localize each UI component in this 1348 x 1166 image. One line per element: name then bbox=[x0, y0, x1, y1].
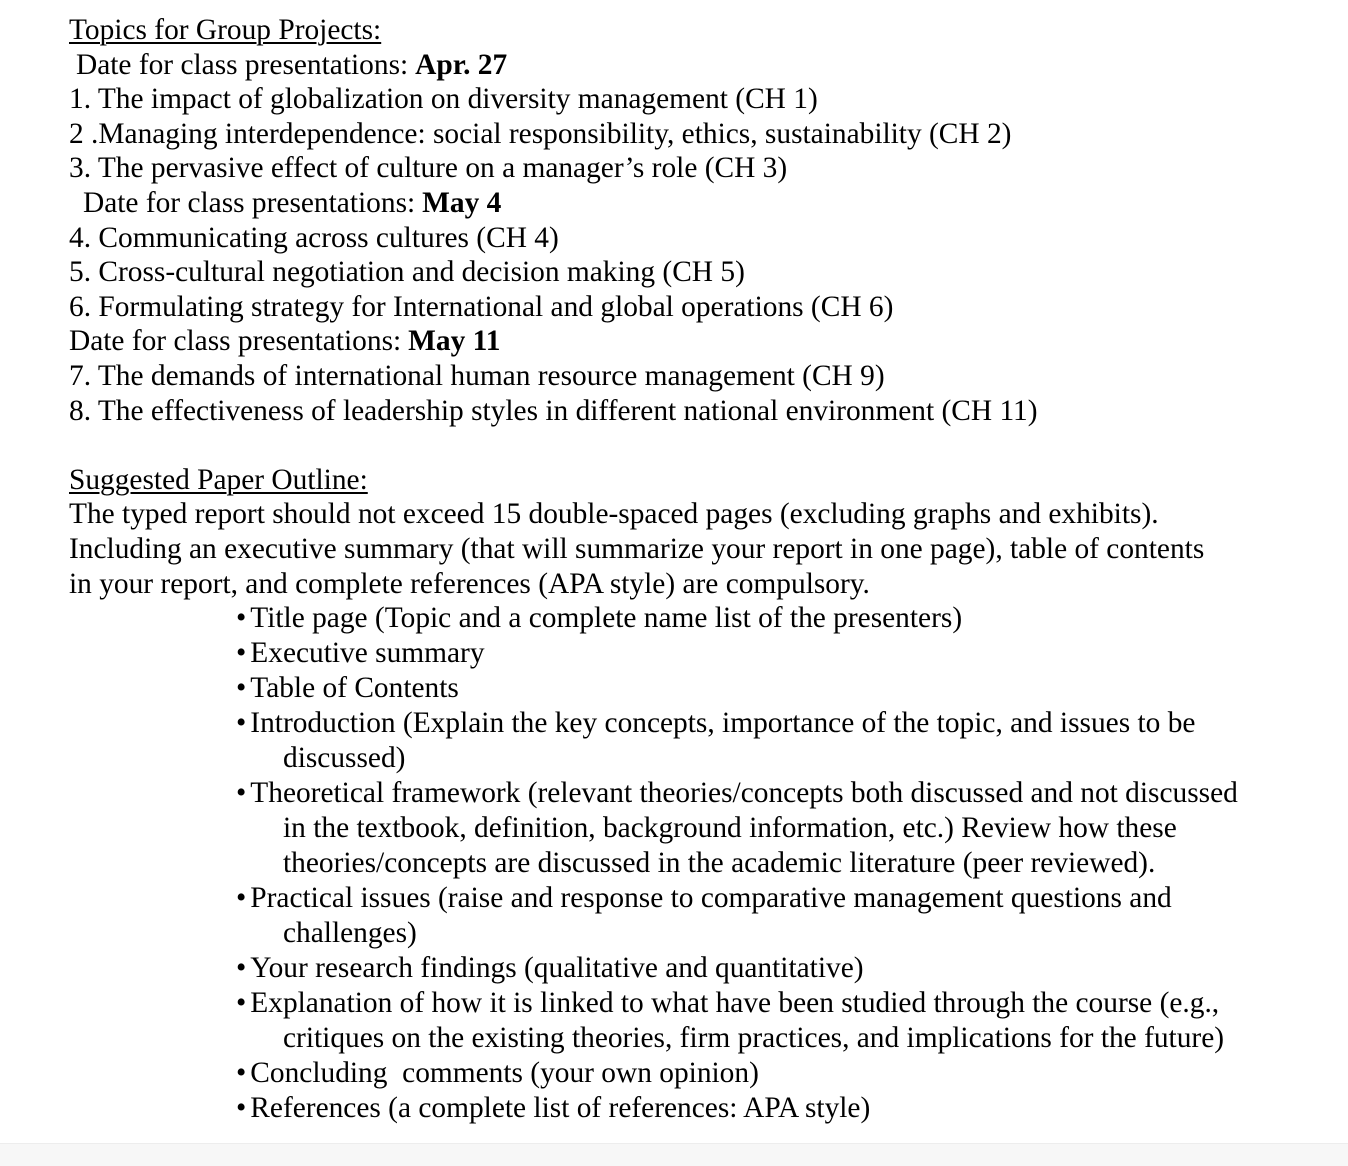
date-label: Date for class presentations: bbox=[69, 325, 402, 358]
outline-list bbox=[236, 601, 1251, 1126]
outline-bullet-item: • Concluding comments (your own opinion) bbox=[236, 1056, 1251, 1091]
outline-bullet-item: • Title page (Topic and a complete name list of the presenters) bbox=[236, 601, 1251, 636]
topic-item: 6. Formulating strategy for International and global operations (CH 6) bbox=[69, 290, 894, 323]
presentation-date-line bbox=[69, 324, 1348, 359]
topics-section-heading: Topics for Group Projects: bbox=[69, 14, 382, 46]
date-value: May 11 bbox=[408, 325, 501, 358]
outline-section-heading: Suggested Paper Outline: bbox=[69, 463, 368, 496]
outline-bullet-item: • Introduction (Explain the key concepts, importance of the topic, and issues to be discussed) bbox=[236, 706, 1251, 776]
outline-bullet-item: • Your research findings (qualitative and quantitative) bbox=[236, 951, 1251, 986]
outline-bullet-item: • References (a complete list of references: APA style) bbox=[236, 1091, 1251, 1126]
blank-line bbox=[69, 428, 1348, 463]
date-value: Apr. 27 bbox=[415, 48, 508, 81]
outline-bullet-item: • Table of Contents bbox=[236, 671, 1251, 706]
topic-item: 7. The demands of international human resource management (CH 9) bbox=[69, 359, 885, 392]
topic-item: 5. Cross-cultural negotiation and decision making (CH 5) bbox=[69, 256, 745, 289]
presentation-date-line bbox=[76, 48, 1348, 83]
page-bottom-edge bbox=[0, 1143, 1348, 1166]
date-label: Date for class presentations: bbox=[83, 186, 416, 219]
outline-bullet-item: • Explanation of how it is linked to what have been studied through the course (e.g., critiques on the existing theories, firm practices, and implications for the future) bbox=[236, 986, 1251, 1056]
outline-intro-paragraph: The typed report should not exceed 15 double-spaced pages (excluding graphs and exhibits). Including an executive summary (that will summarize your report in one page), table of contents in your report, and complete references (APA style) are compulsory. bbox=[69, 498, 1212, 600]
date-label: Date for class presentations: bbox=[76, 48, 409, 81]
topic-item: 1. The impact of globalization on diversity management (CH 1) bbox=[69, 83, 818, 116]
topic-item: 8. The effectiveness of leadership styles in different national environment (CH 11) bbox=[69, 394, 1038, 427]
date-value: May 4 bbox=[422, 186, 502, 219]
topic-item: 2 .Managing interdependence: social responsibility, ethics, sustainability (CH 2) bbox=[69, 117, 1012, 150]
presentation-date-line bbox=[83, 186, 1348, 221]
outline-bullet-item: • Practical issues (raise and response to comparative management questions and challenges) bbox=[236, 881, 1251, 951]
outline-bullet-item: • Executive summary bbox=[236, 636, 1251, 671]
outline-bullet-item: • Theoretical framework (relevant theories/concepts both discussed and not discussed in the textbook, definition, background information, etc.) Review how these theories/concepts are discussed in the academic literature (peer reviewed). bbox=[236, 776, 1251, 881]
topic-item: 4. Communicating across cultures (CH 4) bbox=[69, 221, 559, 254]
topic-item: 3. The pervasive effect of culture on a manager’s role (CH 3) bbox=[69, 152, 788, 185]
